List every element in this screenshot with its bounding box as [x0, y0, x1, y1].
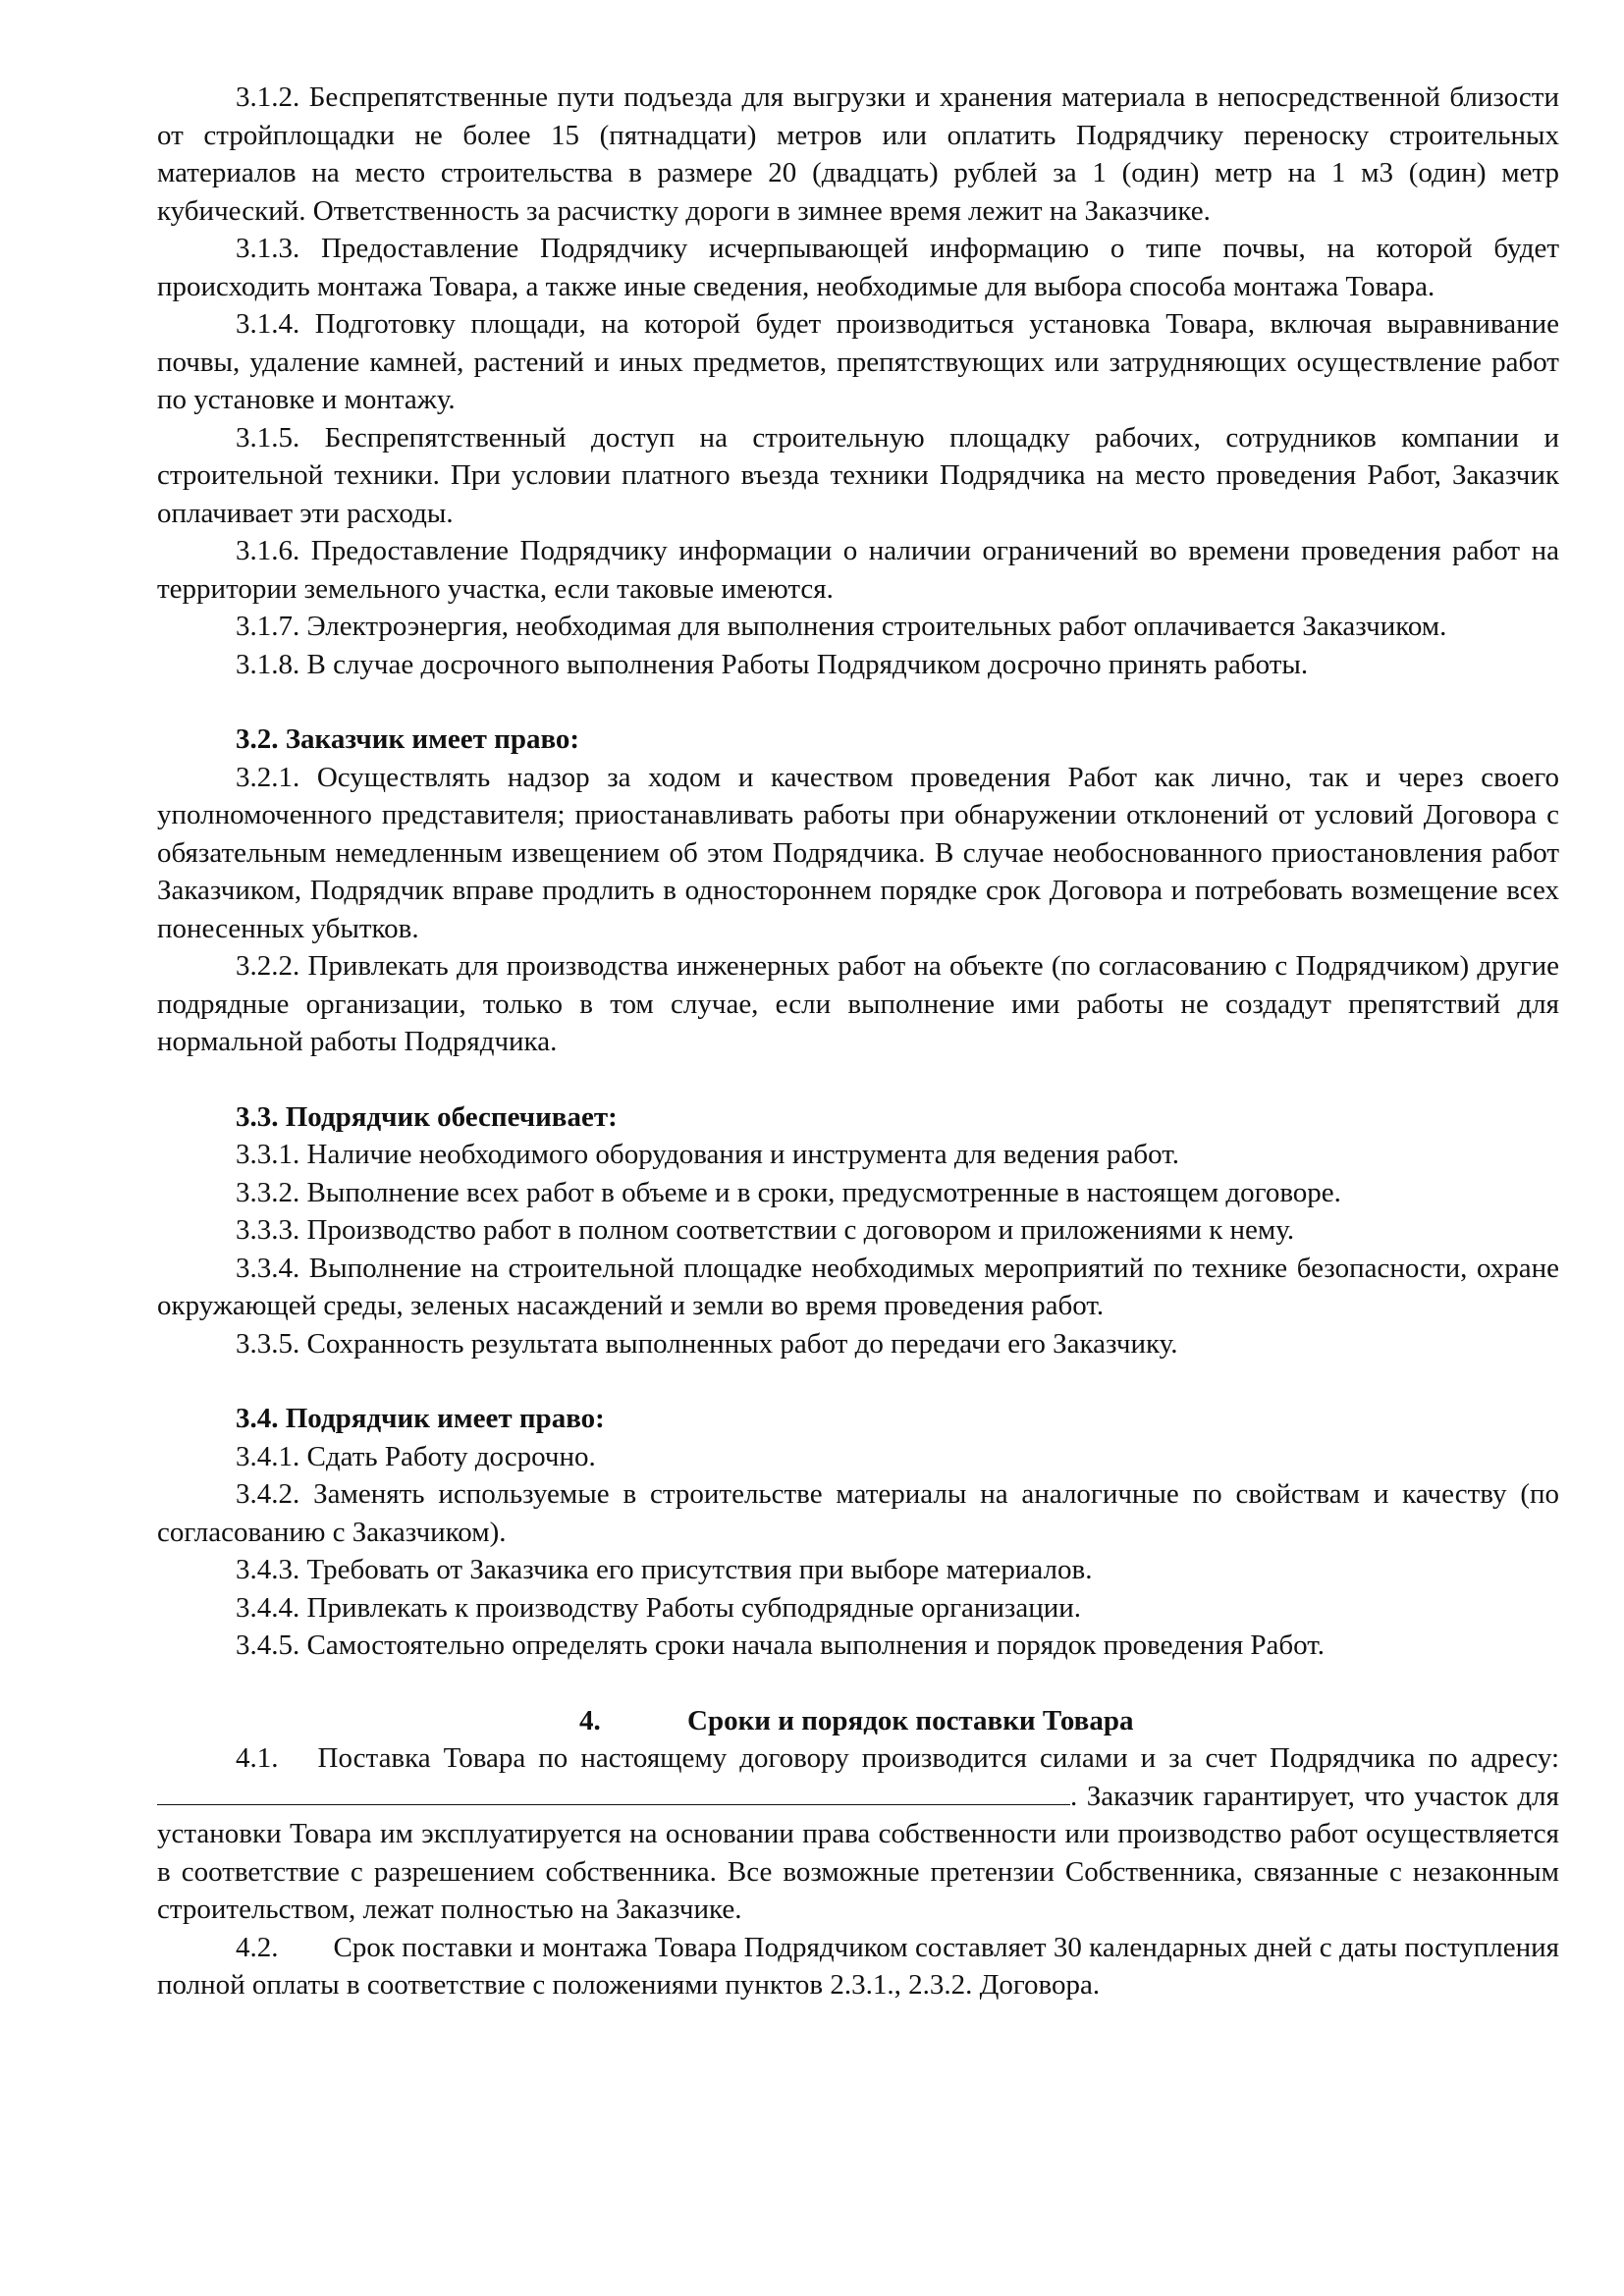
clause-4-2	[157, 1929, 1559, 2004]
clause-3-3-4: 3.3.4. Выполнение на строительной площадке необходимых мероприятий по технике безопасности, охране окружающей среды, зеленых насаждений и земли во время проведения работ.	[157, 1252, 1559, 1321]
clause-3-4-5: 3.4.5. Самостоятельно определять сроки начала выполнения и порядок проведения Работ.	[236, 1629, 1326, 1661]
clause-4-1	[157, 1739, 1559, 1929]
clause-3-4-1: 3.4.1. Сдать Работу досрочно.	[236, 1440, 596, 1472]
clause-3-3-2: 3.3.2. Выполнение всех работ в объеме и в сроки, предусмотренные в настоящем договоре.	[236, 1176, 1341, 1208]
clause-3-2-1: 3.2.1. Осуществлять надзор за ходом и качеством проведения Работ как лично, так и через своего уполномоченного представителя; приостанавливать работы при обнаружении отклонений от условий Договора с обязательным немедленным извещением об этом Подрядчика. В случае необоснованного приостановления работ Заказчиком, Подрядчик вправе продлить в одностороннем порядке срок Договора и потребовать возмещение всех понесенных убытков.	[157, 761, 1559, 944]
clause-4-2-number: 4.2.	[236, 1931, 279, 1963]
clause-3-1-4: 3.1.4. Подготовку площади, на которой будет производиться установка Товара, включая выравнивание почвы, удаление камней, растений и иных предметов, препятствующих или затрудняющих осуществление работ по установке и монтажу.	[157, 308, 1559, 415]
heading-3-2: 3.2. Заказчик имеет право:	[236, 723, 580, 755]
clause-3-2-2: 3.2.2. Привлекать для производства инженерных работ на объекте (по согласованию с Подрядчиком) другие подрядные организации, только в том случае, если выполнение ими работы не создадут препятствий для нормальной работы Подрядчика.	[157, 950, 1559, 1057]
clause-3-1-7: 3.1.7. Электроэнергия, необходимая для выполнения строительных работ оплачивается Заказчиком.	[236, 611, 1447, 642]
clause-3-1-3: 3.1.3. Предоставление Подрядчику исчерпывающей информацию о типе почвы, на которой будет происходить монтажа Товара, а также иные сведения, необходимые для выбора способа монтажа Товара.	[157, 233, 1559, 302]
clause-3-3-1: 3.3.1. Наличие необходимого оборудования и инструмента для ведения работ.	[236, 1139, 1179, 1170]
clause-3-4-2: 3.4.2. Заменять используемые в строительстве материалы на аналогичные по свойствам и качеству (по согласованию с Заказчиком).	[157, 1478, 1559, 1548]
section-4-title	[157, 1702, 1559, 1740]
clause-3-1-2: 3.1.2. Беспрепятственные пути подъезда для выгрузки и хранения материала в непосредственной близости от стройплощадки не более 15 (пятнадцати) метров или оплатить Подрядчику переноску строительных материалов на место строительства в размере 20 (двадцать) рублей за 1 (один) метр на 1 м3 (один) метр кубический. Ответственность за расчистку дороги в зимнее время лежит на Заказчике.	[157, 81, 1559, 227]
address-blank-line[interactable]	[157, 1779, 1070, 1805]
clause-3-3-3: 3.3.3. Производство работ в полном соответствии с договором и приложениями к нему.	[236, 1214, 1295, 1246]
clause-3-3-5: 3.3.5. Сохранность результата выполненных работ до передачи его Заказчику.	[236, 1327, 1178, 1360]
clause-3-4-3: 3.4.3. Требовать от Заказчика его присутствия при выборе материалов.	[236, 1554, 1093, 1585]
clause-3-4-4: 3.4.4. Привлекать к производству Работы субподрядные организации.	[236, 1591, 1082, 1624]
clause-4-1-number: 4.1.	[236, 1742, 279, 1774]
section-4-number: 4.	[579, 1704, 601, 1736]
section-4-title-text: Сроки и порядок поставки Товара	[687, 1704, 1134, 1736]
clause-3-1-6: 3.1.6. Предоставление Подрядчику информации о наличии ограничений во времени проведения работ на территории земельного участка, если таковые имеются.	[157, 535, 1559, 605]
clause-4-2-text: Срок поставки и монтажа Товара Подрядчиком составляет 30 календарных дней с даты поступления полной оплаты в соответствие с положениями пунктов 2.3.1., 2.3.2. Договора.	[157, 1931, 1559, 2001]
clause-3-1-8: 3.1.8. В случае досрочного выполнения Работы Подрядчиком досрочно принять работы.	[236, 648, 1309, 680]
heading-3-3: 3.3. Подрядчик обеспечивает:	[236, 1100, 618, 1133]
clause-3-1-5: 3.1.5. Беспрепятственный доступ на строительную площадку рабочих, сотрудников компании и строительной техники. При условии платного въезда техники Подрядчика на место проведения Работ, Заказчик оплачивает эти расходы.	[157, 421, 1559, 529]
heading-3-4: 3.4. Подрядчик имеет право:	[236, 1403, 605, 1434]
clause-4-1-text-a: Поставка Товара по настоящему договору производится силами и за счет Подрядчика по адресу:	[317, 1742, 1559, 1774]
clause-4-1-text-b: . Заказчик гарантирует, что участок для установки Товара им эксплуатируется на основании права собственности или производство работ осуществляется в соответствие с разрешением собственника. Все возможные претензии Собственника, связанные с незаконным строительством, лежат полностью на Заказчике.	[157, 1780, 1559, 1925]
document-page	[157, 79, 1559, 2004]
